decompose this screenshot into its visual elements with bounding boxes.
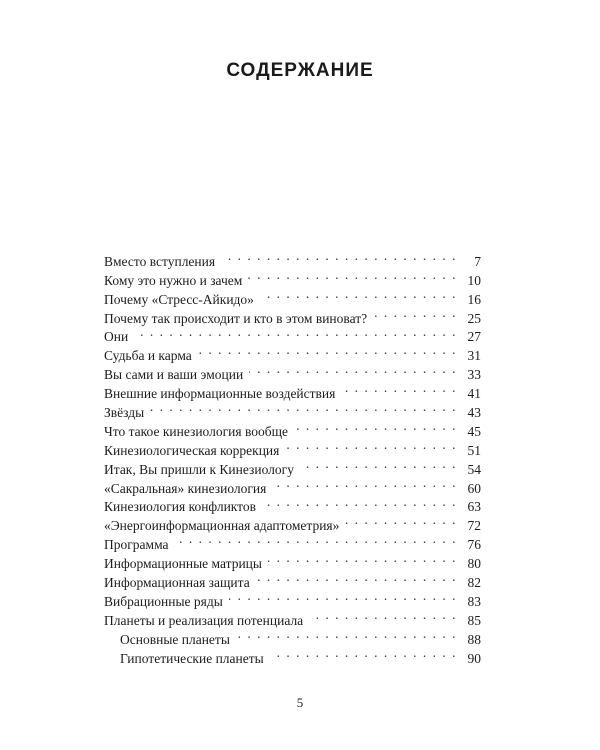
toc-entry-title: Информационные матрицы: [104, 556, 262, 572]
dot-leader: [236, 625, 457, 644]
toc-entry-title: Гипотетические планеты: [120, 650, 264, 666]
toc-entry-title: «Сакральная» кинезиология: [104, 480, 267, 496]
toc-entry-page: 80: [467, 556, 481, 572]
dot-leader: [309, 606, 457, 625]
table-of-contents: [104, 247, 481, 666]
toc-entry-page: 41: [467, 386, 481, 402]
toc-entry[interactable]: [104, 398, 481, 421]
toc-entry-title: Они: [104, 329, 129, 345]
dot-leader: [221, 247, 457, 266]
dot-leader: [229, 587, 457, 606]
dot-leader: [262, 493, 457, 512]
dot-leader: [285, 436, 457, 455]
toc-entry-page: 90: [467, 650, 481, 666]
toc-entry-title: Кинезиология конфликтов: [104, 499, 257, 515]
page-number: 5: [296, 695, 304, 710]
dot-leader: [260, 285, 457, 304]
toc-entry-page: 60: [467, 480, 481, 496]
toc-entry-title: Что такое кинезиология вообще: [104, 423, 288, 439]
toc-entry-page: 10: [467, 272, 481, 288]
toc-entry-title: Вибрационные ряды: [104, 593, 223, 609]
toc-entry[interactable]: [104, 341, 481, 364]
dot-leader: [294, 417, 457, 436]
toc-entry-title: Кому это нужно и зачем: [104, 272, 243, 288]
toc-entry-title: Вместо вступления: [104, 253, 216, 269]
toc-entry-title: Судьба и карма: [104, 348, 192, 364]
toc-entry-page: 45: [467, 423, 481, 439]
dot-leader: [345, 511, 457, 530]
toc-entry[interactable]: [104, 247, 481, 269]
toc-entry-page: 54: [467, 461, 481, 477]
toc-entry[interactable]: [104, 323, 481, 345]
dot-leader: [248, 266, 457, 285]
toc-entry[interactable]: [104, 417, 481, 439]
dot-leader: [270, 644, 457, 663]
toc-entry-page: 33: [467, 367, 481, 383]
toc-entry-page: 7: [474, 253, 481, 269]
toc-entry-page: 88: [467, 631, 481, 647]
toc-entry-page: 25: [467, 310, 481, 326]
dot-leader: [341, 379, 457, 398]
toc-entry-title: Вы сами и ваши эмоции: [104, 367, 244, 383]
toc-entry-title: Итак, Вы пришли к Кинезиологу: [104, 461, 294, 477]
dot-leader: [134, 323, 457, 342]
dot-leader: [272, 474, 457, 493]
toc-entry-title: Кинезиологическая коррекция: [104, 442, 280, 458]
dot-leader: [268, 549, 457, 568]
toc-entry-page: 16: [467, 291, 481, 307]
toc-entry-page: 43: [467, 405, 481, 421]
toc-entry-title: «Энергоинформационная адаптометрия»: [104, 518, 340, 534]
dot-leader: [198, 341, 457, 360]
toc-entry-page: 82: [467, 575, 481, 591]
toc-entry-title: Почему «Стресс-Айкидо»: [104, 291, 254, 307]
dot-leader: [175, 530, 457, 549]
toc-entry-page: 51: [467, 442, 481, 458]
page-title: СОДЕРЖАНИЕ: [226, 60, 374, 81]
toc-entry-page: 72: [467, 518, 481, 534]
dot-leader: [150, 398, 457, 417]
dot-leader: [373, 304, 457, 323]
toc-entry-title: Планеты и реализация потенциала: [104, 612, 304, 628]
dot-leader: [300, 455, 457, 474]
dot-leader: [256, 568, 457, 587]
toc-entry-title: Основные планеты: [120, 631, 230, 647]
toc-entry-title: Звёзды: [104, 405, 145, 421]
toc-entry-page: 27: [467, 329, 481, 345]
toc-entry-page: 31: [467, 348, 481, 364]
toc-entry-page: 83: [467, 593, 481, 609]
toc-entry-page: 76: [467, 537, 481, 553]
toc-entry-title: Внешние информационные воздействия: [104, 386, 336, 402]
toc-entry-page: 63: [467, 499, 481, 515]
toc-entry-title: Информационная защита: [104, 575, 250, 591]
toc-entry-page: 85: [467, 612, 481, 628]
toc-entry-title: Почему так происходит и кто в этом виноват?: [104, 310, 368, 326]
toc-entry-title: Программа: [104, 537, 169, 553]
dot-leader: [249, 360, 457, 379]
